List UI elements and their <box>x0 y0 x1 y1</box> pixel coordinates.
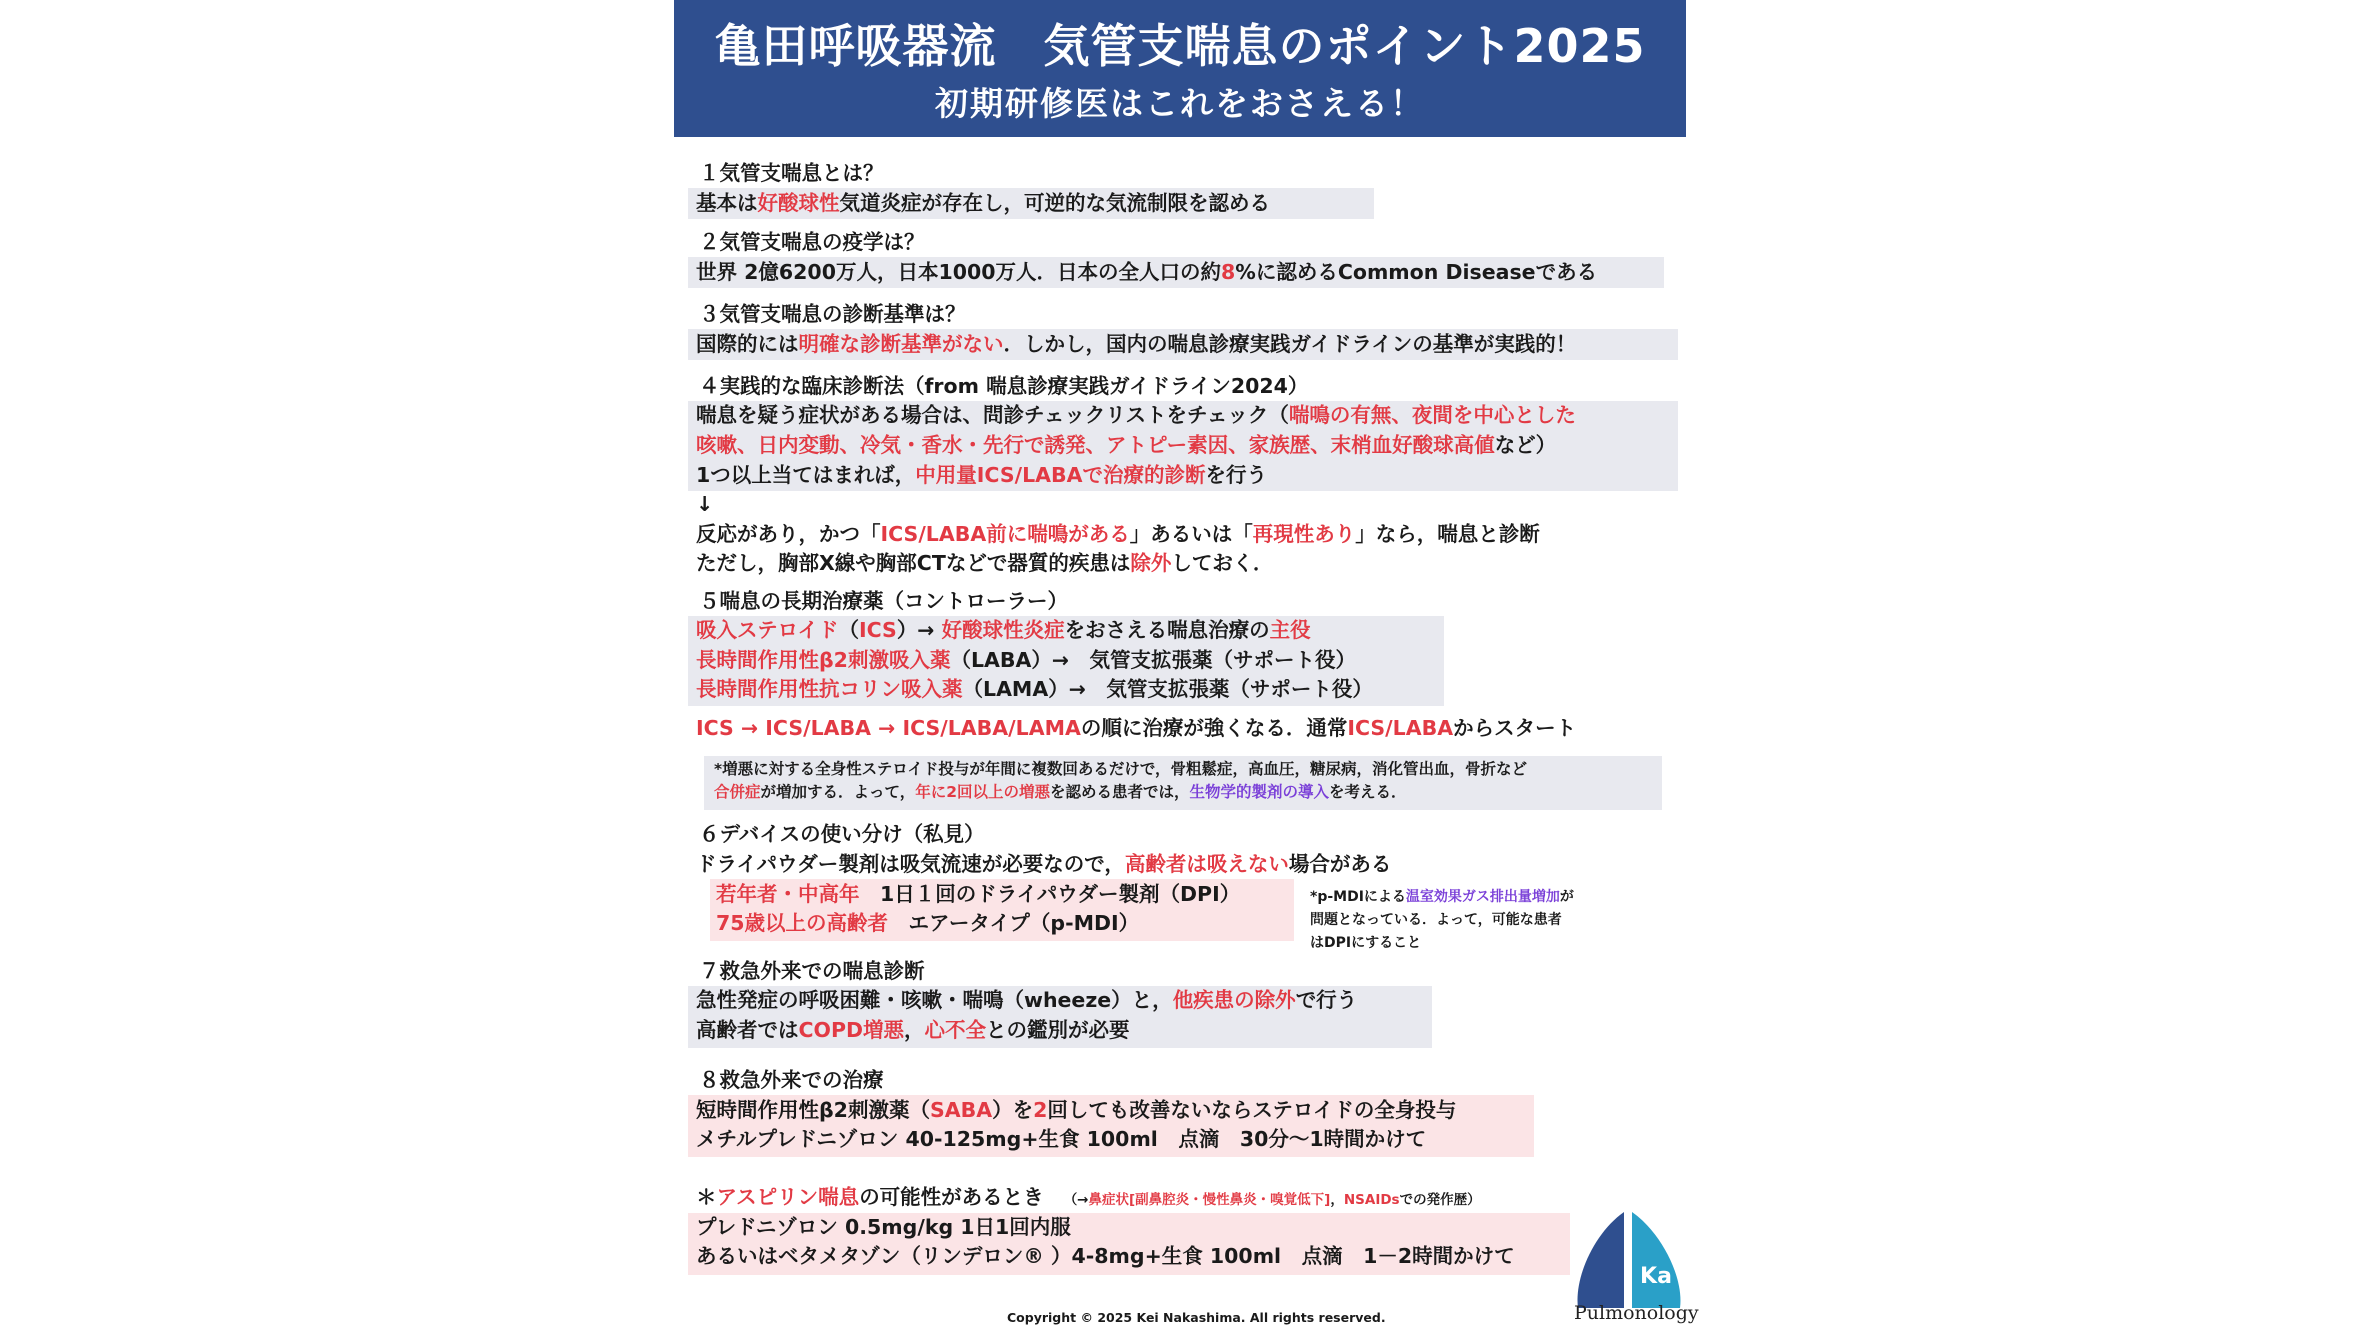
section5-line1: 吸入ステロイド（ICS）→ 好酸球性炎症をおさえる喘息治療の主役 <box>696 618 1311 642</box>
section6-note-line2: 問題となっている．よって，可能な患者 <box>1310 912 1562 928</box>
section4-line1: 喘息を疑う症状がある場合は、問診チェックリストをチェック（喘鳴の有無、夜間を中心とした <box>696 403 1576 427</box>
section5-line2: 長時間作用性β2刺激吸入薬（LABA）→ 気管支拡張薬（サポート役） <box>696 648 1357 672</box>
section5-heading: ５喘息の長期治療薬（コントローラー） <box>699 589 1068 613</box>
logo-text: Pulmonology <box>1574 1302 1699 1324</box>
aspirin-heading: ＊アスピリン喘息の可能性があるとき （→鼻症状[副鼻腔炎・慢性鼻炎・嗅覚低下]，NSAIDsでの発作歴） <box>696 1185 1481 1209</box>
copyright: Copyright © 2025 Kei Nakashima. All rights reserved. <box>1007 1310 1386 1325</box>
section6-line2: 若年者・中高年 1日１回のドライパウダー製剤（DPI） <box>716 882 1241 906</box>
section4-line5: ただし，胸部X線や胸部CTなどで器質的疾患は除外しておく． <box>696 551 1274 575</box>
section3-text: 国際的には明確な診断基準がない．しかし，国内の喘息診療実践ガイドラインの基準が実践的！ <box>696 332 1577 356</box>
section4-line4: 反応があり，かつ「ICS/LABA前に喘鳴がある」あるいは「再現性あり」なら，喘息と診断 <box>696 522 1540 546</box>
section2-text: 世界 2億6200万人，日本1000万人．日本の全人口の約8%に認めるCommon Diseaseである <box>696 260 1598 284</box>
section5-line3: 長時間作用性抗コリン吸入薬（LAMA）→ 気管支拡張薬（サポート役） <box>696 677 1373 701</box>
section6-note-line1: *p-MDIによる温室効果ガス排出量増加が <box>1310 889 1574 905</box>
section4-heading: ４実践的な臨床診断法（from 喘息診療実践ガイドライン2024） <box>699 374 1309 398</box>
section4-line2: 咳嗽、日内変動、冷気・香水・先行で誘発、アトピー素因、家族歴、末梢血好酸球高値など） <box>696 433 1557 457</box>
section1-text: 基本は好酸球性気道炎症が存在し，可逆的な気流制限を認める <box>696 191 1270 215</box>
section3-heading: ３気管支喘息の診断基準は？ <box>699 302 966 326</box>
section8-line2: メチルプレドニゾロン 40-125mg+生食 100ml 点滴 30分〜1時間かけて <box>696 1127 1427 1151</box>
section6-line3: 75歳以上の高齢者 エアータイプ（p-MDI） <box>716 911 1140 935</box>
aspirin-line2: あるいはベタメタゾン（リンデロン® ）4-8mg+生食 100ml 点滴 1－2時間かけて <box>696 1244 1515 1268</box>
page-title: 亀田呼吸器流 気管支喘息のポイント2025 <box>714 19 1646 73</box>
section7-line2: 高齢者ではCOPD増悪，心不全との鑑別が必要 <box>696 1018 1130 1042</box>
section7-line1: 急性発症の呼吸困難・咳嗽・喘鳴（wheeze）と，他疾患の除外で行う <box>696 988 1358 1012</box>
section7-heading: ７救急外来での喘息診断 <box>699 959 925 983</box>
logo-mark-text: Ka <box>1640 1264 1672 1289</box>
aspirin-line1: プレドニゾロン 0.5mg/kg 1日1回内服 <box>696 1215 1071 1239</box>
section1-heading: １気管支喘息とは？ <box>699 161 884 185</box>
page-subtitle: 初期研修医はこれをおさえる！ <box>935 84 1425 123</box>
section6-note-line3: はDPIにすること <box>1310 935 1422 951</box>
section4-arrow: ↓ <box>696 492 714 516</box>
document <box>674 0 1699 1325</box>
section6-heading: ６デバイスの使い分け（私見） <box>699 822 985 846</box>
header-banner <box>674 0 1686 137</box>
section5-note-line1: *増悪に対する全身性ステロイド投与が年間に複数回あるだけで，骨粗鬆症，高血圧，糖尿病，消化管出血，骨折など <box>714 760 1528 778</box>
section2-heading: ２気管支喘息の疫学は？ <box>699 230 925 254</box>
section5-flow: ICS → ICS/LABA → ICS/LABA/LAMAの順に治療が強くなる．通常ICS/LABAからスタート <box>696 716 1577 740</box>
section5-note-line2: 合併症が増加する．よって，年に2回以上の増悪を認める患者では，生物学的製剤の導入を考える． <box>714 783 1407 801</box>
section8-heading: ８救急外来での治療 <box>699 1068 884 1092</box>
section6-line1: ドライパウダー製剤は吸気流速が必要なので，高齢者は吸えない場合がある <box>696 852 1392 876</box>
section8-line1: 短時間作用性β2刺激薬（SABA）を2回しても改善ないならステロイドの全身投与 <box>696 1098 1457 1122</box>
section4-line3: 1つ以上当てはまれば，中用量ICS/LABAで治療的診断を行う <box>696 463 1267 487</box>
